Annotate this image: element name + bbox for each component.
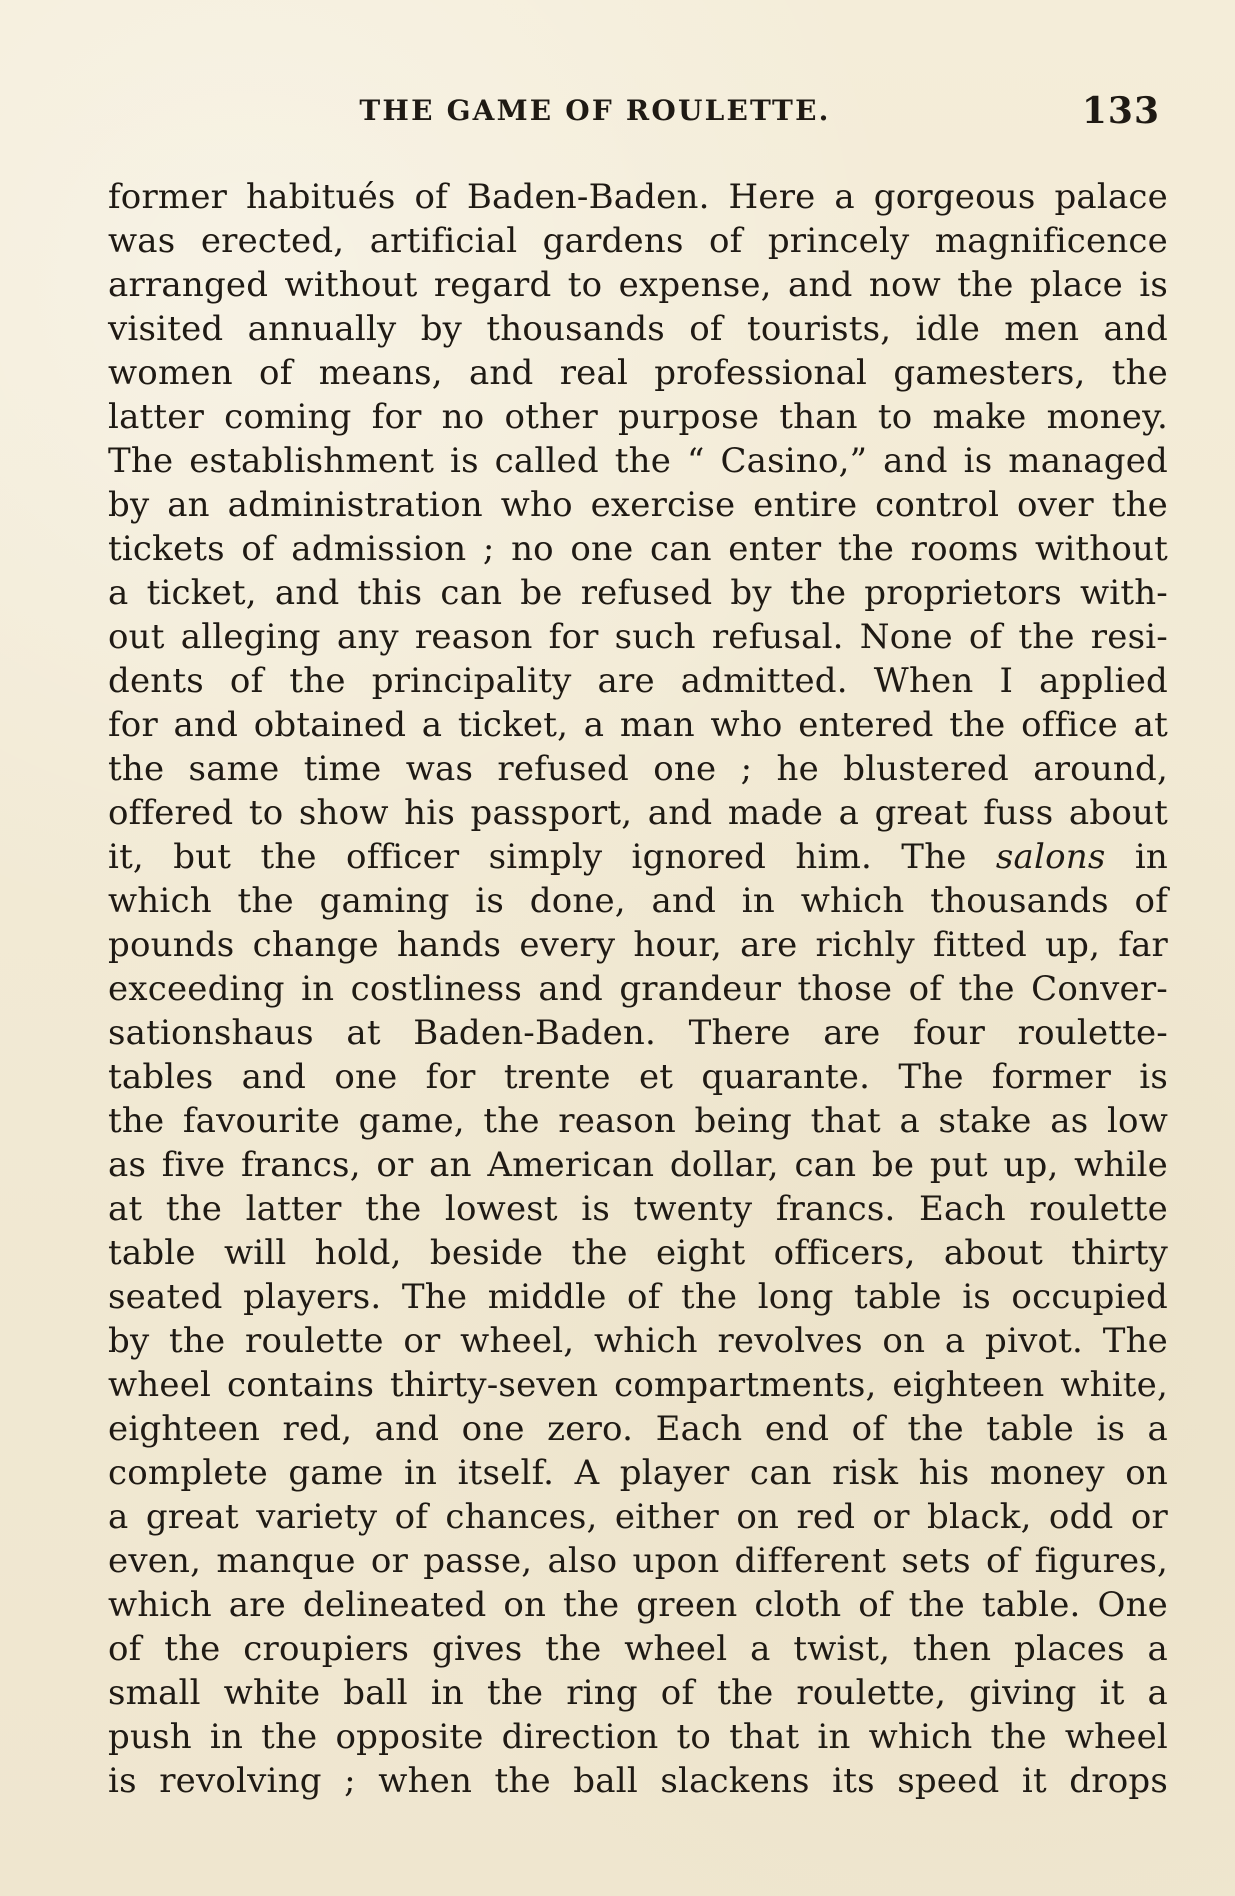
text-line-21: tables and one for trente et quarante. The former is <box>108 1057 1168 1097</box>
text-line-8: by an administration who exercise entire control over the <box>108 485 1168 525</box>
text-line-30: complete game in itself. A player can risk his money on <box>108 1453 1168 1493</box>
text-line-29: eighteen red, and one zero. Each end of the table is a <box>108 1409 1168 1449</box>
text-line-28: wheel contains thirty-seven compartments, eighteen white, <box>108 1365 1168 1405</box>
text-line-31: a great variety of chances, either on red or black, odd or <box>108 1497 1168 1537</box>
body-text <box>108 175 1168 1803</box>
text-line-24: at the latter the lowest is twenty francs. Each roulette <box>108 1189 1168 1229</box>
text-line-11: out alleging any reason for such refusal. None of the resi- <box>108 617 1168 657</box>
text-line-7: The establishment is called the “ Casino,” and is managed <box>108 441 1168 481</box>
text-line-20: sationshaus at Baden-Baden. There are four roulette- <box>108 1013 1168 1053</box>
text-line-18: pounds change hands every hour, are richly fitted up, far <box>108 925 1168 965</box>
text-line-6: latter coming for no other purpose than to make money. <box>108 397 1168 437</box>
text-line-32: even, manque or passe, also upon different sets of figures, <box>108 1541 1168 1581</box>
text-line-27: by the roulette or wheel, which revolves on a pivot. The <box>108 1321 1168 1361</box>
page-header <box>110 90 1160 140</box>
text-line-33: which are delineated on the green cloth of the table. One <box>108 1585 1168 1625</box>
text-line-3: arranged without regard to expense, and now the place is <box>108 265 1168 305</box>
text-line-2: was erected, artificial gardens of princely magnificence <box>108 221 1168 261</box>
text-line-35: small white ball in the ring of the roulette, giving it a <box>108 1673 1168 1713</box>
text-line-15: offered to show his passport, and made a great fuss about <box>108 793 1168 833</box>
text-line-1: former habitués of Baden-Baden. Here a gorgeous palace <box>108 177 1168 217</box>
running-head: THE GAME OF ROULETTE. <box>359 94 831 127</box>
text-line-34: of the croupiers gives the wheel a twist, then places a <box>108 1629 1168 1669</box>
text-line-17: which the gaming is done, and in which thousands of <box>108 881 1168 921</box>
text-line-16 <box>108 835 1168 879</box>
text-line-16-start: it, but the officer simply ignored him. The <box>108 837 967 877</box>
text-line-37: is revolving ; when the ball slackens its speed it drops <box>108 1761 1168 1801</box>
text-line-16-end: in <box>1134 837 1168 877</box>
text-line-9: tickets of admission ; no one can enter the rooms without <box>108 529 1168 569</box>
text-line-12: dents of the principality are admitted. When I applied <box>108 661 1168 701</box>
text-line-22: the favourite game, the reason being that a stake as low <box>108 1101 1168 1141</box>
text-line-10: a ticket, and this can be refused by the proprietors with- <box>108 573 1168 613</box>
text-line-19: exceeding in costliness and grandeur those of the Conver- <box>108 969 1168 1009</box>
text-line-14: the same time was refused one ; he blustered around, <box>108 749 1168 789</box>
italic-word-salons: salons <box>995 837 1106 877</box>
text-line-5: women of means, and real professional gamesters, the <box>108 353 1168 393</box>
text-line-23: as five francs, or an American dollar, can be put up, while <box>108 1145 1168 1185</box>
text-line-13: for and obtained a ticket, a man who entered the office at <box>108 705 1168 745</box>
text-line-36: push in the opposite direction to that in which the wheel <box>108 1717 1168 1757</box>
text-line-4: visited annually by thousands of tourists, idle men and <box>108 309 1168 349</box>
text-line-26: seated players. The middle of the long table is occupied <box>108 1277 1168 1317</box>
page-number: 133 <box>1081 90 1160 132</box>
text-line-25: table will hold, beside the eight officers, about thirty <box>108 1233 1168 1273</box>
